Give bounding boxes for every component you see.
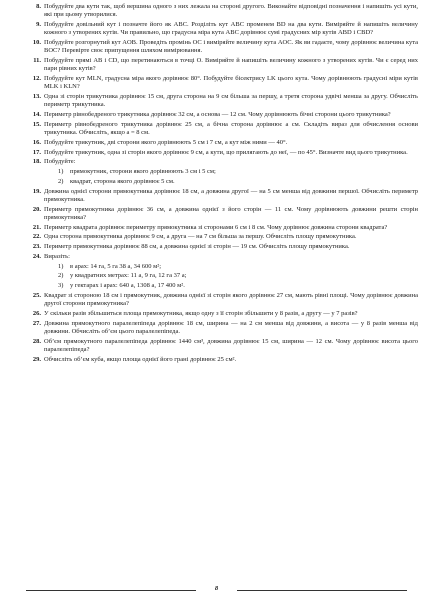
exercise-item (32, 291, 418, 309)
exercise-text: Периметр рівнобедреного трикутника дорівнює 32 см, а основа — 12 см. Чому дорівнюють бічні сторони цього трикутника? (44, 111, 391, 119)
exercise-text: Об’єм прямокутного паралелепіпеда дорівнює 1440 см³, довжина дорівнює 15 см, ширина — 12 см. Чому дорівнює висота цього паралелепіпеда? (44, 337, 418, 353)
exercise-number: 8. (36, 3, 41, 10)
exercise-item (32, 223, 418, 232)
exercise-text: Побудуйте: (44, 158, 76, 166)
sub-item (58, 282, 418, 290)
exercise-text: Периметр прямокутника дорівнює 36 см, а довжина однієї з його сторін — 11 см. Чому дорівнюють довжини решти сторін прямокутника? (44, 205, 418, 221)
exercise-item (32, 138, 418, 147)
exercise-item (32, 252, 418, 261)
exercise-item (32, 93, 418, 110)
exercise-text: Побудуйте прямі AB і CD, що перетинаються в точці O. Виміряйте й напишіть величину кожного з утворених кутів. Чи є серед них пари рівних кутів? (44, 57, 418, 73)
sub-item-text: квадрат, сторона якого дорівнює 5 см. (70, 177, 175, 185)
exercise-item (32, 120, 418, 138)
exercise-number: 17. (32, 148, 41, 156)
sub-item (58, 178, 418, 186)
exercise-number: 13. (32, 93, 41, 101)
exercise-text: Одна зі сторін трикутника дорівнює 15 см, друга сторона на 9 см більша за першу, а третя сторона удвічі менша за другу. Обчисліть периметр трикутника. (44, 93, 418, 109)
exercise-number: 23. (32, 243, 41, 251)
exercise-text: Одна сторона прямокутника дорівнює 9 см, а друга — на 7 см більша за першу. Обчисліть площу прямокутника. (44, 233, 357, 241)
exercise-number: 14. (32, 111, 41, 119)
exercise-number: 21. (32, 223, 41, 231)
exercise-number: 9. (36, 21, 41, 29)
exercise-number: 20. (32, 205, 41, 213)
exercise-item (32, 233, 418, 241)
exercise-number: 28. (32, 337, 41, 345)
exercise-item (32, 319, 418, 337)
exercise-text: Побудуйте розгорнутий кут AOB. Проведіть промінь OC і виміряйте величину кута AOC. Як ви гадаєте, чому дорівнює величина кута BOC? Перевірте своє припущення шляхом вимірювання. (44, 39, 418, 55)
exercise-list (32, 3, 418, 365)
exercise-item (32, 75, 418, 92)
exercise-number: 12. (32, 75, 41, 83)
exercise-item (32, 355, 418, 364)
sub-item-label: 2) (58, 177, 64, 185)
exercise-item (36, 21, 418, 38)
exercise-number: 29. (32, 355, 41, 363)
page-footer (26, 585, 407, 595)
exercise-item (32, 39, 418, 56)
exercise-item (32, 205, 418, 223)
sub-item-label: 1) (58, 168, 64, 176)
exercise-item (32, 243, 418, 251)
exercise-number: 27. (32, 319, 41, 327)
sub-item-text: у квадратних метрах: 11 а, 9 га, 12 га 37 а; (70, 272, 187, 280)
exercise-text: Обчисліть об’єм куба, якщо площа однієї його грані дорівнює 25 см². (44, 355, 237, 363)
sub-item (58, 272, 418, 280)
exercise-number: 11. (33, 57, 41, 65)
sub-item-text: прямокутник, сторони якого дорівнюють 3 см і 5 см; (70, 168, 216, 176)
exercise-text: Побудуйте довільний кут і позначте його як ABC. Розділіть кут ABC променем BD на два кути. Виміряйте й напишіть величину кожного з утворених кутів. Чи правильно, що градусна міра кута ABC дорівнює сумі градусних мір кутів ABD і CBD? (44, 21, 418, 37)
exercise-text: Довжина однієї сторони прямокутника дорівнює 18 см, а довжина другої — на 5 см менша від довжини першої. Обчисліть периметр прямокутника. (44, 187, 418, 203)
exercise-item (32, 158, 418, 166)
exercise-text: Довжина прямокутного паралелепіпеда дорівнює 18 см, ширина — на 2 см менша від довжини, а висота — у 8 разів менша від довжини. Обчисліть об’єм цього паралелепіпеда. (44, 319, 418, 335)
sub-item-text: у гектарах і арах: 640 а, 1308 а, 17 400 м². (70, 282, 185, 290)
exercise-text: Побудуйте трикутник, дві сторони якого дорівнюють 5 см і 7 см, а кут між ними — 40°. (44, 138, 288, 146)
exercise-text: Периметр прямокутника дорівнює 88 см, а довжина однієї зі сторін — 19 см. Обчисліть площу прямокутника. (44, 243, 350, 251)
sub-item-text: в арах: 14 га, 5 га 38 а, 34 600 м²; (70, 262, 161, 270)
sub-item-label: 3) (58, 282, 64, 290)
exercise-item (33, 57, 418, 74)
exercise-text: Квадрат зі стороною 18 см і прямокутник, довжина однієї зі сторін якого дорівнює 27 см, мають рівні площі. Чому дорівнює довжина другої сторони прямокутника? (44, 291, 418, 308)
exercise-item (32, 148, 418, 157)
exercise-item (32, 309, 418, 318)
exercise-item (36, 3, 418, 20)
exercise-number: 22. (32, 233, 41, 241)
exercise-number: 19. (32, 187, 41, 195)
page-number: 8 (214, 585, 219, 592)
exercise-number: 10. (32, 39, 41, 47)
exercise-item (32, 337, 418, 355)
exercise-text: Периметр квадрата дорівнює периметру прямокутника зі сторонами 6 см і 8 см. Чому дорівнює довжина сторони квадрата? (44, 223, 388, 231)
exercise-text: У скільки разів збільшиться площа прямокутника, якщо одну з її сторін збільшити у 8 разів, а другу — у 7 разів? (44, 309, 358, 317)
sub-item-label: 1) (58, 262, 64, 270)
exercise-item (32, 111, 418, 119)
exercise-item (32, 187, 418, 205)
exercise-text: Побудуйте кут MLN, градусна міра якого дорівнює 80°. Побудуйте бісектрису LK цього кута. Чому дорівнюють градусні міри кутів MLK і KLN? (44, 75, 418, 91)
exercise-number: 25. (32, 291, 41, 299)
exercise-text: Периметр рівнобедреного трикутника дорівнює 25 см, а бічна сторона дорівнює a см. Складіть вираз для обчислення основи трикутника. Обчисліть, якщо a = 8 см. (44, 120, 418, 137)
exercise-text: Побудуйте трикутник, одна зі сторін якого дорівнює 9 см, а кути, що прилягають до неї, — по 45°. Визначте вид цього трикутника. (44, 148, 408, 156)
exercise-number: 24. (32, 252, 41, 260)
sub-item (58, 168, 418, 176)
sub-item-label: 2) (58, 272, 64, 280)
footer-rule-right (237, 590, 407, 591)
exercise-number: 16. (32, 138, 41, 146)
sub-item (58, 263, 418, 271)
exercise-text: Побудуйте два кути так, щоб вершина одного з них лежала на стороні другого. Виконайте відповідні позначення і напишіть усі кути, які при цьому утворилися. (44, 3, 418, 19)
exercise-number: 18. (32, 158, 41, 166)
exercise-number: 15. (32, 120, 41, 128)
exercise-number: 26. (32, 309, 41, 317)
exercise-text: Виразіть: (44, 252, 70, 260)
